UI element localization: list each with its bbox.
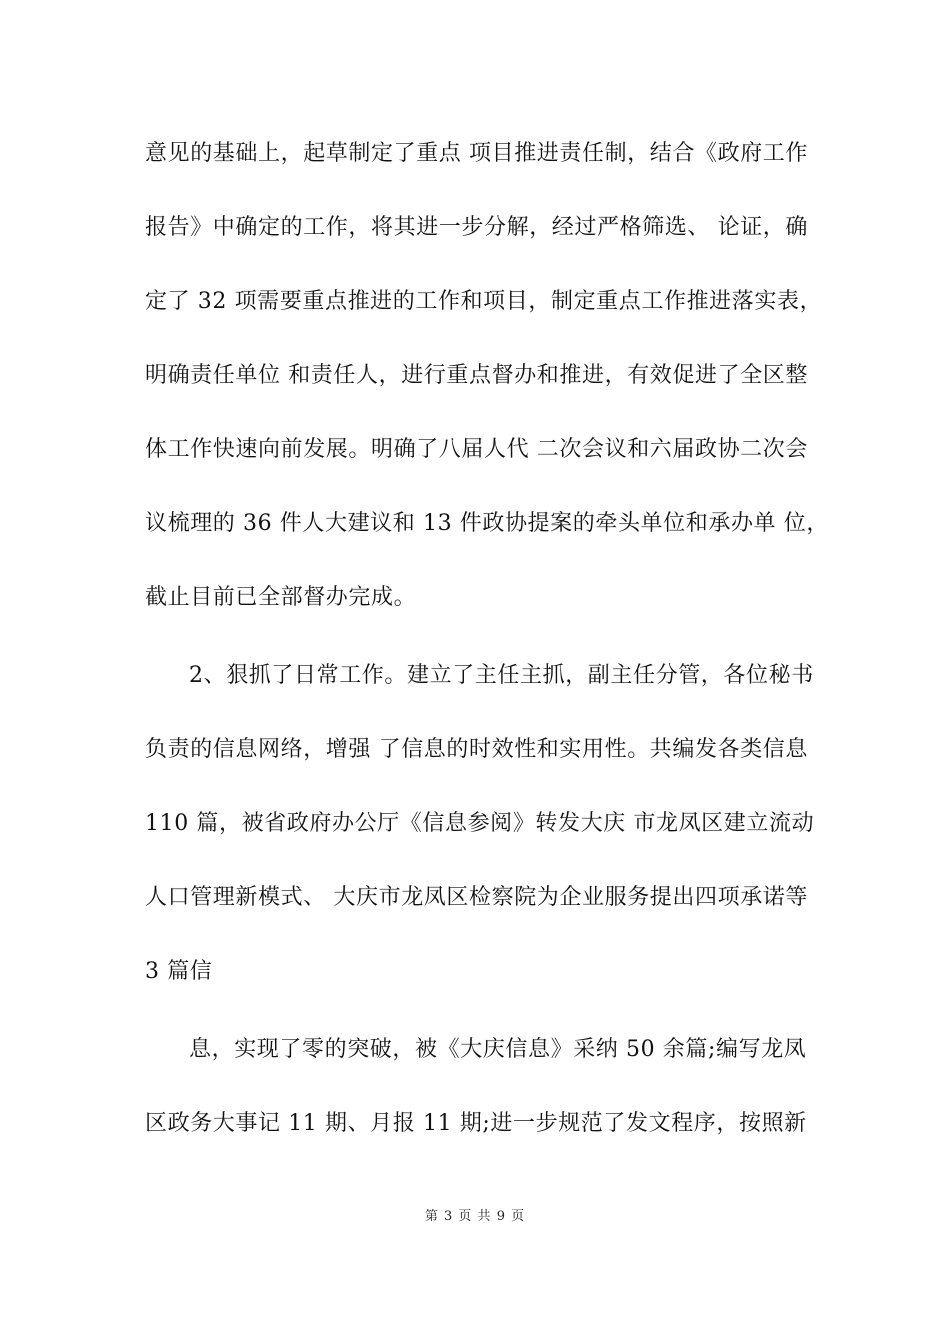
text-line-2: 报告》中确定的工作，将其进一步分解，经过严格筛选、 论证，确 [145,215,808,240]
text-line-3: 定了 32 项需要重点推进的工作和项目，制定重点工作推进落实表， [145,289,823,314]
text-line-5: 体工作快速向前发展。明确了八届人代 二次会议和六届政协二次会 [145,437,808,462]
text-line-11: 人口管理新模式、 大庆市龙凤区检察院为企业服务提出四项承诺等 [145,885,808,910]
text-line-10: 110 篇，被省政府办公厅《信息参阅》转发大庆 市龙凤区建立流动 [145,811,815,836]
page-number-footer: 第 3 页 共 9 页 [424,1209,526,1224]
text-line-1: 意见的基础上，起草制定了重点 项目推进责任制，结合《政府工作 [145,141,808,166]
text-line-8: 2、狠抓了日常工作。建立了主任主抓，副主任分管，各位秘书 [189,663,814,688]
text-line-13: 息，实现了零的突破，被《大庆信息》采纳 50 余篇;编写龙凤 [189,1037,807,1062]
text-line-9: 负责的信息网络，增强 了信息的时效性和实用性。共编发各类信息 [145,737,808,762]
text-line-6: 议梳理的 36 件人大建议和 13 件政协提案的牵头单位和承办单 位， [145,511,829,536]
text-line-4: 明确责任单位 和责任人，进行重点督办和推进，有效促进了全区整 [145,363,808,388]
text-line-12: 3 篇信 [145,959,213,984]
text-line-14: 区政务大事记 11 期、月报 11 期;进一步规范了发文程序，按照新 [145,1111,807,1136]
text-line-7: 截止目前已全部督办完成。 [145,585,417,610]
